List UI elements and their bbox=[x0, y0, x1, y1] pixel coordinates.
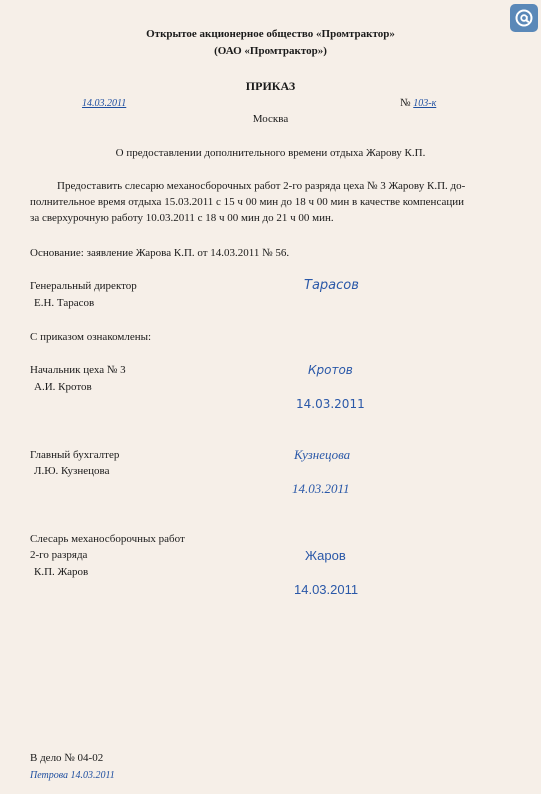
signer-title-line2: 2-го разряда bbox=[30, 549, 88, 561]
signer-name: А.И. Кротов bbox=[34, 381, 92, 393]
org-short-name: (ОАО «Промтрактор») bbox=[214, 45, 327, 57]
acquainted-label: С приказом ознакомлены: bbox=[30, 331, 152, 343]
signer-name: Л.Ю. Кузнецова bbox=[34, 465, 110, 477]
order-date: 14.03.2011 bbox=[82, 98, 127, 109]
signer-sign-date: 14.03.2011 bbox=[294, 582, 359, 597]
signer-sign-date: 14.03.2011 bbox=[292, 481, 350, 496]
body-line-3: за сверхурочную работу 10.03.2011 с 18 ч 00 мин до 21 ч 00 мин. bbox=[30, 212, 334, 224]
file-note: В дело № 04-02 bbox=[30, 752, 104, 764]
basis-text: Основание: заявление Жарова К.П. от 14.03.2011 № 56. bbox=[30, 247, 290, 259]
order-number bbox=[400, 97, 436, 109]
signer-sign-date: 14.03.2011 bbox=[296, 397, 365, 411]
director-title: Генеральный директор bbox=[30, 280, 137, 292]
doc-type-title: ПРИКАЗ bbox=[245, 79, 296, 93]
order-number-value: 103-к bbox=[413, 98, 437, 109]
order-subject: О предоставлении дополнительного времени отдыха Жарову К.П. bbox=[115, 147, 426, 159]
signer-title: Главный бухгалтер bbox=[30, 449, 120, 461]
body-line-1: Предоставить слесарю механосборочных работ 2-го разряда цеха № 3 Жарову К.П. до- bbox=[57, 180, 466, 192]
city: Москва bbox=[252, 113, 289, 125]
signer-signature: Кротов bbox=[308, 363, 353, 377]
order-number-prefix: № bbox=[400, 97, 411, 109]
filed-by-note: Петрова 14.03.2011 bbox=[30, 770, 115, 781]
signer-title: Слесарь механосборочных работ bbox=[30, 533, 185, 545]
signer-signature: Кузнецова bbox=[294, 447, 351, 462]
director-signature: Тарасов bbox=[304, 278, 359, 293]
director-name: Е.Н. Тарасов bbox=[34, 297, 95, 309]
org-name: Открытое акционерное общество «Промтрактор» bbox=[146, 28, 395, 40]
signer-name: К.П. Жаров bbox=[34, 566, 89, 578]
body-line-2: полнительное время отдыха 15.03.2011 с 15 ч 00 мин до 18 ч 00 мин в качестве компенсации bbox=[30, 196, 465, 208]
signer-signature: Жаров bbox=[305, 548, 346, 563]
signer-title: Начальник цеха № 3 bbox=[30, 364, 126, 376]
